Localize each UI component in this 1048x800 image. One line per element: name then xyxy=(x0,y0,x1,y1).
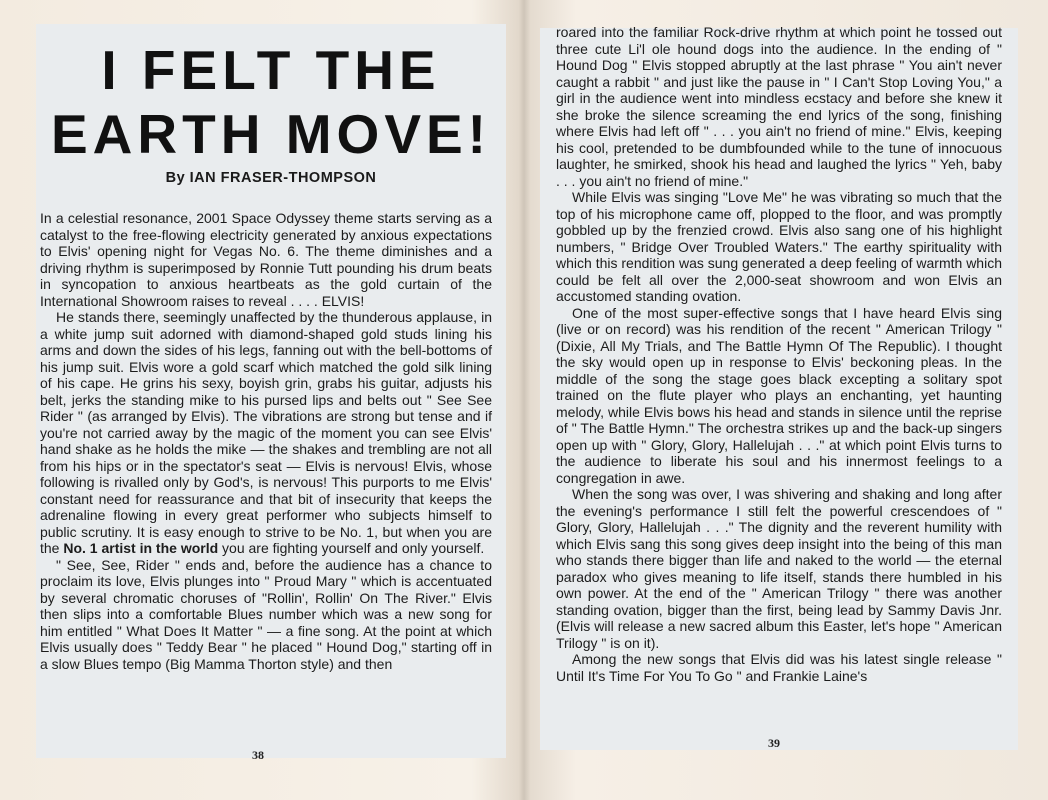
paragraph-text: He stands there, seemingly unaffected by the thunderous applause, in a white jump suit adorned with diamond-shaped gold studs lining his arms and down the sides of his legs, fanning out with the bell-bottoms of his jump suit. Elvis wore a gold scarf which matched the gold silk lining of his cape. He grins his sexy, boyish grin, grabs his guitar, adjusts his belt, jerks the standing mike to his pursed lips and belts out " See See Rider " (as arranged by Elvis). The vibrations are strong but tense and if you're not carried away by the magic of the moment you can see Elvis' hand shake as he holds the mike — the shakes and trembling are not all from his hips or in the spectator's seat — Elvis is nervous! Elvis, whose following is rivalled only by God's, is nervous! This purports to me Elvis' constant need for reassurance and that bit of insecurity that keeps the adrenaline flowing in every great performer who subjects himself to public scrutiny. It is easy enough to strive to be No. 1, but when you are the xyxy=(40,309,492,556)
page-number-left: 38 xyxy=(252,748,264,762)
bold-phrase: No. 1 artist in the world xyxy=(63,540,219,556)
title-line-2: EARTH MOVE! xyxy=(51,103,491,165)
article-title xyxy=(36,38,506,166)
paragraph: roared into the familiar Rock-drive rhythm at which point he tossed out three cute Li'l ole hound dogs into the audience. In the ending of " Hound Dog " Elvis stopped abruptly at the last phrase " You ain't never caught a rabbit " and just like the pause in " I Can't Stop Loving You," a girl in the audience went into mindless ecstacy and before she knew it she broke the silence screaming the end lyrics of the song, finishing where Elvis had left off " . . . you ain't no friend of mine." Elvis, keeping his cool, pretended to be dumbfounded while to the tune of innocuous laughter, he smirked, shook his head and laughed the lyrics " Yeh, baby . . . you ain't no friend of mine." xyxy=(556,24,1002,189)
paragraph: One of the most super-effective songs that I have heard Elvis sing (live or on record) was his rendition of the recent " American Trilogy " (Dixie, All My Trials, and The Battle Hymn Of The Republic). I thought the sky would open up in response to Elvis' beckoning pleas. In the middle of the song the stage goes black excepting a solitary spot trained on the flute player who plays an enchanting, yet haunting melody, while Elvis bows his head and stands in silence until the reprise of " The Battle Hymn." The orchestra strikes up and the back-up singers open up with " Glory, Glory, Hallelujah . . ." at which point Elvis turns to the audience to liberate his soul and his innermost feelings to a congregation in awe. xyxy=(556,304,1002,486)
paragraph: While Elvis was singing "Love Me" he was vibrating so much that the top of his microphone came off, plopped to the floor, and was promptly gobbled up by the frenzied crowd. Elvis also sang one of his highlight numbers, " Bridge Over Troubled Waters." The earthy spirituality with which this rendition was sung generated a deep feeling of warmth which could be felt all over the 2,000-seat showroom and won Elvis an accustomed standing ovation. xyxy=(556,189,1002,304)
paragraph xyxy=(40,309,492,557)
page-number-right: 39 xyxy=(768,736,780,750)
byline: By IAN FRASER-THOMPSON xyxy=(165,170,377,186)
paragraph: Among the new songs that Elvis did was his latest single release " Until It's Time For You To Go " and Frankie Laine's xyxy=(556,651,1002,684)
paragraph-text: you are fighting yourself and only yourself. xyxy=(222,540,485,556)
paragraph: " See, See, Rider " ends and, before the audience has a chance to proclaim its love, Elvis plunges into " Proud Mary " which is accentuated by several chromatic choruses of "Rollin', Rollin' On The River." Elvis then slips into a comfortable Blues number which was a new song for him entitled " What Does It Matter " — a fine song. At the point at which Elvis usually does " Teddy Bear " he placed " Hound Dog," starting off in a slow Blues tempo (Big Mamma Thorton style) and then xyxy=(40,556,492,672)
paragraph: When the song was over, I was shivering and shaking and long after the evening's performance I still felt the powerful crescendoes of " Glory, Glory, Hallelujah . . ." The dignity and the reverent humility with which Elvis sang this song gives deep insight into the being of this man who stands there bigger than life and naked to the world — the eternal paradox who gives meaning to life itself, stands there humbled in his own power. At the end of the " American Trilogy " there was another standing ovation, bigger than the first, being lead by Sammy Davis Jnr. (Elvis will release a new sacred album this Easter, let's hope " American Trilogy " is on it). xyxy=(556,486,1002,651)
left-column xyxy=(40,210,492,672)
title-line-1: I FELT THE xyxy=(101,39,441,101)
right-column xyxy=(556,24,1002,684)
paragraph: In a celestial resonance, 2001 Space Odyssey theme starts serving as a catalyst to the free-flowing electricity generated by anxious expectations to Elvis' opening night for Vegas No. 6. The theme diminishes and a driving rhythm is superimposed by Ronnie Tutt pounding his drum beats in syncopation to anxious heartbeats as the gold curtain of the International Showroom raises to reveal . . . . ELVIS! xyxy=(40,210,492,309)
